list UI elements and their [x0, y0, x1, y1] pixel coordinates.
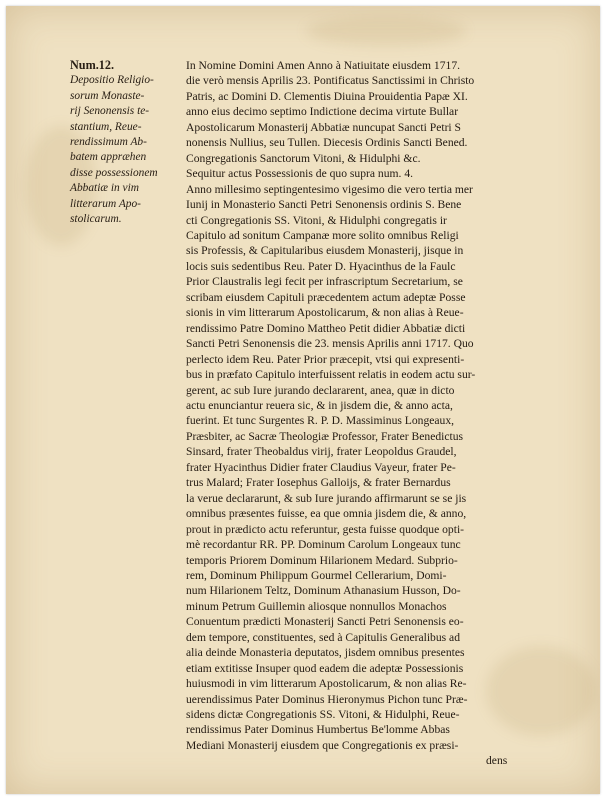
text-line: Sinsard, frater Theobaldus virij, frater Leopoldus Graudel, — [186, 445, 457, 459]
text-line: Congregationis Sanctorum Vitoni, & Hidulphi &c. — [186, 151, 421, 165]
text-line: perlecto idem Reu. Pater Prior præcepit, vtsi qui expresenti- — [186, 352, 465, 366]
text-line: nonensis Nullius, seu Tullen. Diecesis Ordinis Sancti Bened. — [186, 136, 468, 150]
text-line: sionis in vim litterarum Apostolicarum, & non alias à Reue- — [186, 306, 464, 320]
marginal-line: batem appræhen — [70, 151, 147, 164]
marginal-line: Abbatiæ in vim — [70, 182, 139, 195]
text-line: trus Malard; Frater Iosephus Galloijs, & frater Bernardus — [186, 476, 451, 490]
marginal-line: rij Senonensis te- — [70, 105, 150, 118]
text-line: cti Congregationis SS. Vitoni, & Hidulphi congregatis ir — [186, 213, 447, 227]
text-line: Capitulo ad sonitum Campanæ more solito omnibus Religi — [186, 228, 459, 242]
text-line: prout in prædicto actu referuntur, gesta fuisse quodque opti- — [186, 522, 465, 536]
text-line: frater Hyacinthus Didier frater Claudius Vayeur, frater Pe- — [186, 460, 456, 474]
text-line: Patris, ac Domini D. Clementis Diuina Prouidentia Papæ XI. — [186, 89, 468, 103]
text-line: gerent, ac sub Iure jurando declararent, anea, quæ in dicto — [186, 383, 455, 397]
text-line: huiusmodi in vim litterarum Apostolicarum, & non alias Re- — [186, 677, 467, 691]
marginal-line: stantium, Reue- — [70, 120, 142, 133]
marginal-note — [70, 58, 182, 227]
entry-number: Num.12. — [70, 58, 115, 72]
paper-stain — [306, 16, 466, 46]
text-line: Mediani Monasterij eiusdem que Congregationis ex præsi- — [186, 738, 459, 752]
text-line: dem tempore, constituentes, sed à Capitulis Generalibus ad — [186, 630, 460, 644]
marginal-line: litterarum Apo- — [70, 197, 141, 210]
text-line: mè recordantur RR. PP. Dominum Carolum Longeaux tunc — [186, 538, 461, 552]
text-line: actu enunciantur reuera sic, & in jisdem die, & anno acta, — [186, 398, 453, 412]
text-line: fuerint. Et tunc Surgentes R. P. D. Massiminus Longeaux, — [186, 414, 455, 428]
catchword: dens — [486, 754, 508, 768]
text-line: Præsbiter, ac Sacræ Theologiæ Professor, Frater Benedictus — [186, 429, 464, 443]
marginal-line: Depositio Religio- — [70, 74, 154, 87]
text-line: bus in præfato Capitulo interfuissent relatis in eodem actu sur- — [186, 368, 476, 382]
text-line: rem, Dominum Philippum Gourmel Cellerarium, Domi- — [186, 568, 447, 582]
document-page — [6, 6, 600, 794]
text-line: rendissimo Patre Domino Mattheo Petit didier Abbatiæ dicti — [186, 321, 466, 335]
marginal-line: disse possessionem — [70, 166, 158, 179]
text-line: omnibus præsentes fuisse, ea que omnia jisdem die, & anno, — [186, 507, 467, 521]
text-line: sidens dictæ Congregationis SS. Vitoni, & Hidulphi, Reue- — [186, 708, 460, 722]
text-line: num Hilarionem Teltz, Dominum Athanasium Husson, Do- — [186, 584, 461, 598]
text-line: Apostolicarum Monasterij Abbatiæ nuncupat Sancti Petri S — [186, 120, 461, 134]
text-line: alia deinde Monasteria deputatos, jisdem omnibus presentes — [186, 646, 465, 660]
marginal-line: stolicarum. — [70, 213, 122, 226]
marginal-line: sorum Monaste- — [70, 89, 145, 102]
text-line: Anno millesimo septingentesimo vigesimo die vero tertia mer — [186, 182, 473, 196]
text-line: locis suis sedentibus Reu. Pater D. Hyacinthus de la Faulc — [186, 259, 456, 273]
text-line: rendissimus Pater Dominus Humbertus Be'lomme Abbas — [186, 723, 450, 737]
text-line: Conuentum prædicti Monasterij Sancti Petri Senonensis eo- — [186, 615, 464, 629]
marginal-line: rendissimum Ab- — [70, 136, 147, 149]
text-line: uerendissimus Pater Dominus Hieronymus Pichon tunc Præ- — [186, 692, 468, 706]
body-text — [186, 58, 596, 769]
text-line: In Nomine Domini Amen Anno à Natiuitate eiusdem 1717. — [186, 59, 461, 72]
text-line: temporis Priorem Dominum Hilarionem Medard. Subprio- — [186, 553, 458, 567]
text-line: Sequitur actus Possessionis de quo supra num. 4. — [186, 167, 414, 181]
text-line: Iunij in Monasterio Sancti Petri Senonensis ordinis S. Bene — [186, 198, 462, 212]
text-line: Sancti Petri Senonensis die 23. mensis Aprilis anni 1717. Quo — [186, 337, 474, 351]
text-line: minum Petrum Guillemin aliosque nonnullos Monachos — [186, 599, 447, 613]
text-line: etiam extitisse Insuper quod eadem die adeptæ Possessionis — [186, 661, 464, 675]
text-line: anno eius decimo septimo Indictione decima virtute Bullar — [186, 105, 459, 119]
text-line: Prior Claustralis legi fecit per infrascriptum Secretarium, se — [186, 275, 463, 289]
text-line: scribam eiusdem Capituli præcedentem actum adeptæ Posse — [186, 290, 466, 304]
text-line: la verue declararunt, & sub Iure jurando affirmarunt se se jis — [186, 491, 467, 505]
text-line: die verò mensis Aprilis 23. Pontificatus Sanctissimi in Christo — [186, 74, 475, 88]
text-line: sis Professis, & Capitularibus eiusdem Monasterij, jisque in — [186, 244, 464, 258]
